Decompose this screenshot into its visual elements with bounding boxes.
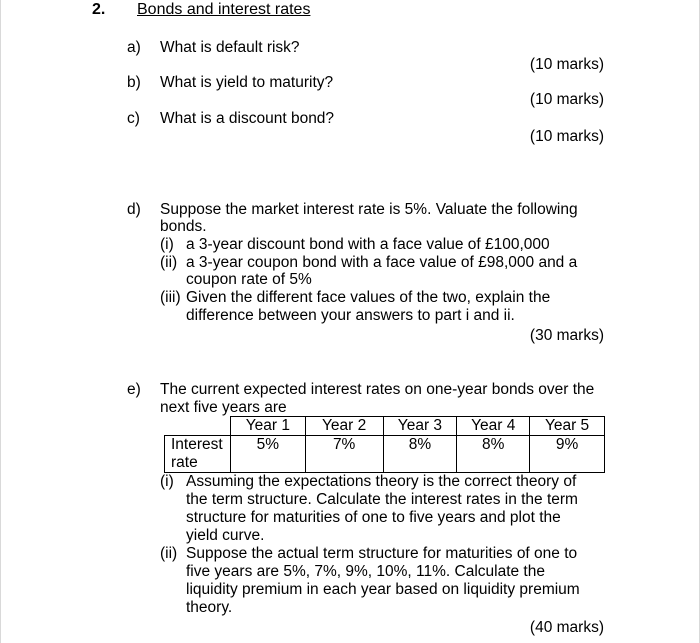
table-cell-year-5: 9%: [530, 436, 605, 473]
part-e-ii-line-1: Suppose the actual term structure for maturities of one to: [186, 545, 578, 562]
table-cell-year-4: 8%: [457, 436, 530, 473]
interest-rate-table: [164, 416, 605, 473]
part-e-ii-line-3: liquidity premium in each year based on liquidity premium: [186, 581, 580, 598]
part-e-line-1: The current expected interest rates on one-year bonds over the: [160, 381, 595, 398]
part-b-text: What is yield to maturity?: [160, 74, 334, 91]
part-d-ii-line-1: a 3-year coupon bond with a face value of £98,000 and a: [186, 254, 578, 271]
part-e-ii-line-4: theory.: [186, 599, 233, 616]
part-d-i-line-1: a 3-year discount bond with a face value of £100,000: [186, 236, 550, 253]
part-a-label: a): [127, 39, 141, 56]
part-d-line-2: bonds.: [160, 218, 207, 235]
part-c-marks: (10 marks): [529, 128, 604, 145]
part-c-text: What is a discount bond?: [160, 110, 335, 127]
table-header-row: [165, 417, 605, 436]
part-a-text: What is default risk?: [160, 39, 300, 56]
part-d-i-label: (i): [160, 236, 174, 253]
part-d-label: d): [127, 201, 141, 218]
table-header-year-1: Year 1: [230, 417, 305, 436]
part-b-marks: (10 marks): [529, 91, 604, 108]
part-d-iii-line-2: difference between your answers to part i and ii.: [186, 307, 515, 324]
part-e-i-line-2: the term structure. Calculate the interest rates in the term: [186, 491, 578, 508]
table-cell-year-1: 5%: [230, 436, 305, 473]
part-d-iii-label: (iii): [160, 289, 181, 306]
part-e-i-line-1: Assuming the expectations theory is the correct theory of: [186, 473, 577, 490]
table-header-year-5: Year 5: [530, 417, 605, 436]
table-row: [165, 436, 605, 473]
question-number: 2.: [92, 1, 106, 18]
table-cell-year-2: 7%: [305, 436, 383, 473]
table-header-blank: [165, 417, 231, 436]
table-header-year-2: Year 2: [305, 417, 383, 436]
question-title: Bonds and interest rates: [137, 1, 311, 18]
part-d-ii-label: (ii): [160, 254, 178, 271]
part-d-line-1: Suppose the market interest rate is 5%. Valuate the following: [160, 201, 578, 218]
table-row-label: [165, 436, 231, 473]
part-e-marks: (40 marks): [529, 619, 604, 636]
table-header-year-4: Year 4: [457, 417, 530, 436]
part-d-iii-line-1: Given the different face values of the two, explain the: [186, 289, 551, 306]
part-d-marks: (30 marks): [529, 327, 604, 344]
part-d-ii-line-2: coupon rate of 5%: [186, 271, 312, 288]
part-c-label: c): [127, 110, 140, 127]
part-e-i-line-4: yield curve.: [186, 527, 265, 544]
table-row-label-line-1: Interest: [171, 436, 223, 453]
page-left-border: [0, 0, 1, 643]
table-cell-year-3: 8%: [383, 436, 457, 473]
table-header-year-3: Year 3: [383, 417, 457, 436]
part-a-marks: (10 marks): [529, 56, 604, 73]
part-e-ii-line-2: five years are 5%, 7%, 9%, 10%, 11%. Calculate the: [186, 563, 545, 580]
part-b-label: b): [127, 74, 141, 91]
part-e-i-line-3: structure for maturities of one to five years and plot the: [186, 509, 561, 526]
table-row-label-line-2: rate: [171, 454, 198, 471]
part-e-label: e): [127, 381, 141, 398]
part-e-line-2: next five years are: [160, 399, 287, 416]
part-e-ii-label: (ii): [160, 545, 178, 562]
part-e-i-label: (i): [160, 473, 174, 490]
